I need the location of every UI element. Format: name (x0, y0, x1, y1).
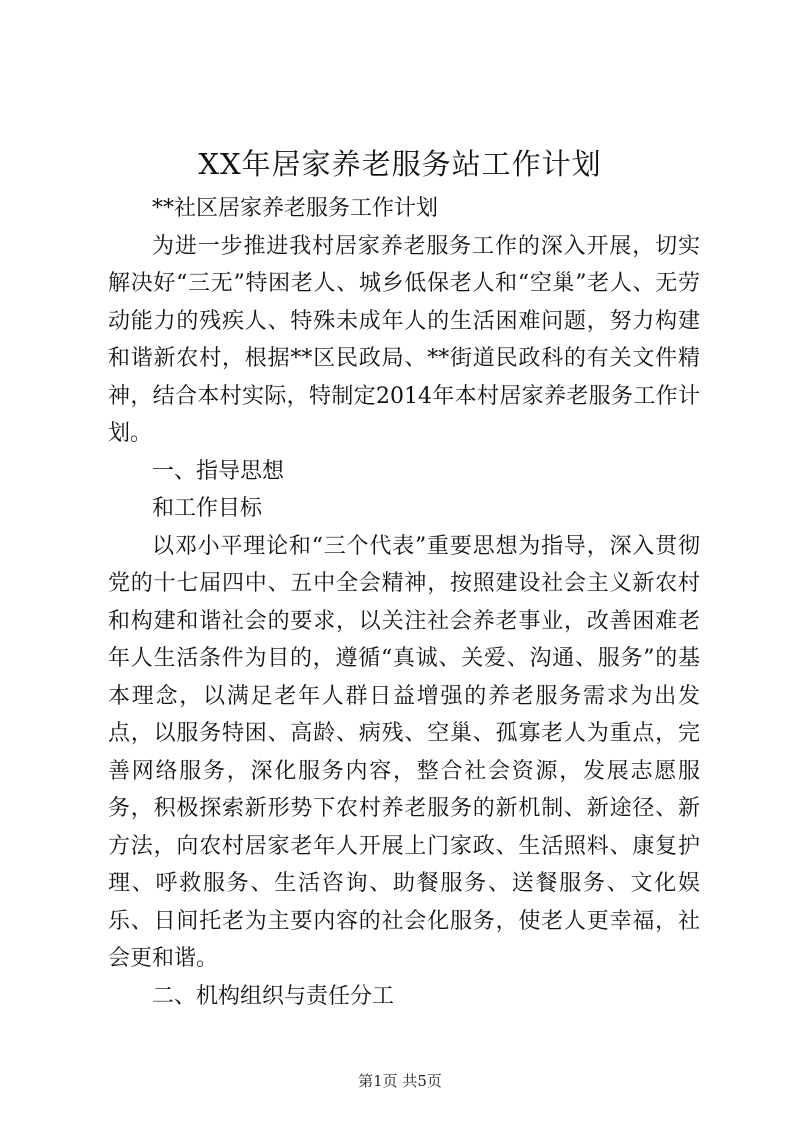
paragraph-subtitle: **社区居家养老服务工作计划 (152, 196, 439, 221)
section-heading-1: 一、指导思想 (152, 458, 285, 484)
paragraph-intro: 为进一步推进我村居家养老服务工作的深入开展，切实解决好“三无”特困老人、城乡低保老人和“空巢”老人、无劳动能力的残疾人、特殊未成年人的生活困难问题，努力构建和谐新农村，根据**区民政局、**街道民政科的有关文件精神，结合本村实际，特制定2014年本村居家养老服务工作计划。 (108, 233, 700, 446)
page-footer: 第1页 共5页 (358, 1072, 442, 1090)
document-title: XX年居家养老服务站工作计划 (198, 147, 602, 181)
section-heading-2: 二、机构组织与责任分工 (152, 983, 395, 1009)
section-heading-1-continued: 和工作目标 (152, 496, 263, 521)
paragraph-guiding-thought: 以邓小平理论和“三个代表”重要思想为指导，深入贯彻党的十七届四中、五中全会精神，按照建设社会主义新农村和构建和谐社会的要求，以关注社会养老事业，改善困难老年人生活条件为目的，遵循“真诚、关爱、沟通、服务”的基本理念，以满足老年人群日益增强的养老服务需求为出发点，以服务特困、高龄、病残、空巢、孤寡老人为重点，完善网络服务，深化服务内容，整合社会资源，发展志愿服务，积极探索新形势下农村养老服务的新机制、新途径、新方法，向农村居家老年人开展上门家政、生活照料、康复护理、呼救服务、生活咨询、助餐服务、送餐服务、文化娱乐、日间托老为主要内容的社会化服务，使老人更幸福，社会更和谐。 (108, 533, 700, 971)
document-body (108, 190, 700, 1015)
